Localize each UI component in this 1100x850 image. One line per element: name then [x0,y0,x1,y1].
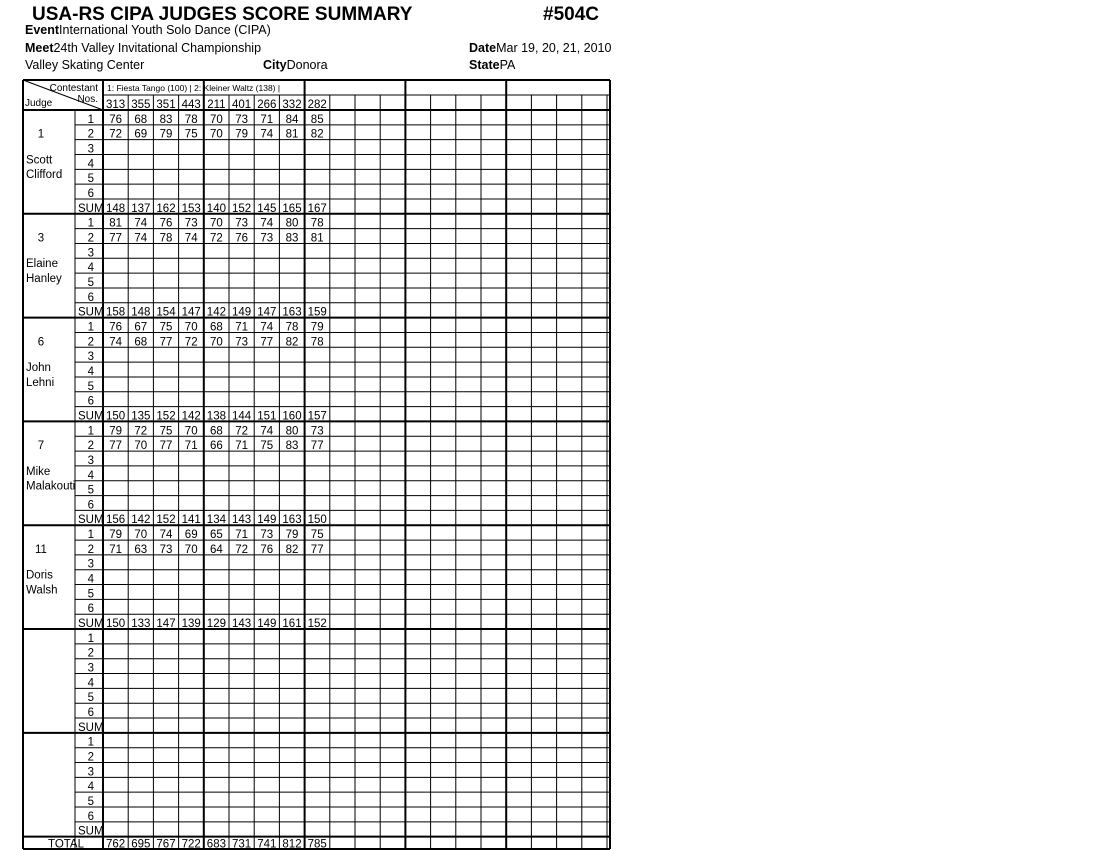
judge-number: 11 [35,543,47,556]
sum-label: SUM [78,202,104,215]
score-cell: 73 [159,543,173,556]
score-cell: 70 [184,543,198,556]
sum-cell: 156 [106,514,126,527]
score-cell: 78 [159,232,173,245]
sum-cell: 160 [282,410,302,423]
date-label: Date [469,41,497,55]
total-cell: 695 [131,838,151,850]
judge-number: 7 [37,440,45,453]
row-number: 4 [87,469,94,482]
city-value: Donora [286,58,328,72]
sum-cell: 161 [282,618,302,631]
sum-cell: 151 [257,410,277,423]
score-cell: 71 [109,543,122,556]
sum-cell: 152 [156,410,176,423]
sum-cell: 157 [307,410,327,423]
score-cell: 68 [134,113,148,126]
row-number: 6 [87,291,94,304]
sum-cell: 159 [307,306,327,319]
judge-name: Hanley [26,273,62,286]
row-number: 3 [87,662,94,675]
row-number: 3 [87,766,94,779]
city-label: City [263,58,287,72]
score-cell: 77 [159,336,173,349]
score-cell: 76 [159,217,173,230]
score-cell: 74 [134,232,148,245]
sum-cell: 142 [181,410,201,423]
contestant-number: 266 [257,99,277,111]
total-label: TOTAL [48,838,84,850]
score-cell: 74 [159,529,173,542]
score-cell: 76 [235,232,248,245]
score-cell: 79 [310,321,324,334]
row-number: 6 [87,707,94,720]
dances-list: 1: Fiesta Tango (100) | 2: Kleiner Waltz (138) | [107,83,281,93]
score-cell: 66 [210,440,223,453]
score-cell: 67 [134,321,148,334]
sum-cell: 163 [282,514,302,527]
score-cell: 79 [109,529,122,542]
total-cell: 812 [282,838,302,850]
total-cell: 762 [106,838,126,850]
sum-cell: 163 [282,306,302,319]
total-cell: 741 [257,838,277,850]
score-cell: 69 [184,529,198,542]
contestant-number: 355 [131,99,151,111]
score-cell: 79 [159,128,173,141]
score-cell: 70 [210,336,223,349]
judge-name: Walsh [26,584,58,597]
score-cell: 71 [235,440,248,453]
score-cell: 64 [210,543,223,556]
sum-cell: 162 [156,202,176,215]
sum-cell: 147 [181,306,201,319]
score-cell: 74 [260,321,274,334]
judge-name: Clifford [26,169,63,182]
row-number: 3 [87,558,94,571]
total-cell: 785 [307,838,327,850]
row-number: 5 [87,276,94,289]
contestant-number: 401 [232,99,252,111]
row-number: 5 [87,796,94,809]
nos-label: Nos. [77,94,98,105]
score-cell: 73 [310,425,324,438]
score-cell: 76 [109,113,122,126]
sum-cell: 152 [156,514,176,527]
row-number: 2 [87,336,94,349]
contestant-number: 211 [207,99,226,111]
sum-cell: 145 [257,202,277,215]
sum-cell: 150 [307,514,327,527]
state-value: PA [499,58,516,72]
contestant-number: 351 [156,99,176,111]
score-cell: 71 [260,113,274,126]
row-number: 5 [87,692,94,705]
sum-cell: 129 [206,618,226,631]
contestant-number: 282 [307,99,327,111]
sum-cell: 149 [232,306,252,319]
row-number: 5 [87,484,94,497]
score-cell: 73 [235,217,248,230]
score-cell: 70 [134,440,148,453]
sum-cell: 142 [206,306,226,319]
contestant-number: 443 [181,99,201,111]
row-number: 3 [87,143,94,156]
row-number: 2 [87,440,94,453]
score-cell: 80 [285,425,299,438]
sum-cell: 143 [232,618,252,631]
score-cell: 72 [134,425,148,438]
sum-cell: 133 [131,618,151,631]
sum-cell: 148 [106,202,126,215]
judge-name: Doris [26,569,53,582]
score-cell: 71 [235,529,248,542]
sum-label: SUM [78,306,104,319]
total-cell: 731 [232,838,252,850]
score-cell: 76 [260,543,274,556]
score-cell: 81 [285,128,299,141]
score-cell: 82 [310,128,324,141]
score-cell: 75 [184,128,198,141]
score-cell: 82 [285,336,299,349]
score-cell: 72 [235,425,248,438]
judge-name: Elaine [26,258,58,271]
sum-cell: 165 [282,202,302,215]
score-cell: 63 [134,543,148,556]
score-cell: 74 [260,217,274,230]
form-number: #504C [543,4,599,25]
sum-cell: 150 [106,618,126,631]
sum-cell: 148 [131,306,151,319]
score-cell: 78 [310,217,324,230]
judge-number: 6 [37,336,45,349]
page-title: USA-RS CIPA JUDGES SCORE SUMMARY [32,4,413,25]
score-cell: 70 [134,529,148,542]
row-number: 4 [87,677,94,690]
row-number: 1 [87,217,94,230]
row-number: 2 [87,543,94,556]
sum-cell: 143 [232,514,252,527]
score-cell: 75 [260,440,274,453]
row-number: 3 [87,351,94,364]
judge-label: Judge [25,98,53,109]
row-number: 4 [87,365,94,378]
row-number: 2 [87,232,94,245]
score-cell: 73 [184,217,198,230]
sum-cell: 149 [257,618,277,631]
venue: Valley Skating Center [25,58,145,72]
sum-label: SUM [78,721,104,734]
row-number: 4 [87,781,94,794]
score-cell: 71 [235,321,248,334]
score-cell: 74 [134,217,148,230]
score-cell: 68 [210,425,223,438]
score-cell: 77 [310,440,324,453]
total-cell: 683 [206,838,226,850]
sum-cell: 135 [131,410,151,423]
sum-cell: 158 [106,306,126,319]
sum-cell: 154 [156,306,176,319]
score-cell: 83 [285,440,299,453]
row-number: 6 [87,187,94,200]
judge-name: Malakouti [26,480,76,493]
sum-cell: 138 [206,410,226,423]
score-cell: 70 [210,113,223,126]
score-cell: 78 [285,321,299,334]
row-number: 1 [87,736,94,749]
row-number: 3 [87,247,94,260]
score-cell: 79 [285,529,299,542]
contestant-label: Contestant [49,83,98,94]
sum-cell: 153 [181,202,201,215]
sum-cell: 152 [307,618,327,631]
score-cell: 78 [184,113,198,126]
total-cell: 722 [181,838,201,850]
score-cell: 84 [285,113,299,126]
row-number: 1 [87,425,94,438]
score-cell: 83 [159,113,173,126]
event-label: Event [25,23,60,37]
sum-cell: 147 [257,306,277,319]
score-cell: 77 [109,440,122,453]
sum-cell: 152 [232,202,252,215]
score-cell: 65 [210,529,223,542]
row-number: 4 [87,262,94,275]
score-cell: 85 [310,113,324,126]
score-cell: 73 [235,113,248,126]
row-number: 5 [87,380,94,393]
row-number: 1 [87,321,94,334]
judge-number: 1 [37,128,45,141]
row-number: 3 [87,454,94,467]
sum-cell: 150 [106,410,126,423]
total-cell: 767 [156,838,176,850]
row-number: 2 [87,128,94,141]
row-number: 1 [87,529,94,542]
score-cell: 77 [109,232,122,245]
sum-label: SUM [78,410,104,423]
date-value: Mar 19, 20, 21, 2010 [496,41,612,55]
sum-cell: 149 [257,514,277,527]
sum-cell: 144 [232,410,252,423]
score-cell: 79 [235,128,248,141]
score-cell: 81 [109,217,122,230]
score-cell: 81 [310,232,324,245]
score-cell: 74 [260,128,274,141]
score-cell: 70 [210,128,223,141]
sum-cell: 139 [181,618,201,631]
row-number: 4 [87,573,94,586]
score-cell: 83 [285,232,299,245]
score-cell: 77 [310,543,324,556]
score-cell: 77 [260,336,274,349]
score-cell: 82 [285,543,299,556]
judge-name: Lehni [26,376,55,389]
score-cell: 72 [210,232,223,245]
score-cell: 72 [109,128,122,141]
sum-cell: 134 [206,514,226,527]
sum-cell: 147 [156,618,176,631]
judge-name: John [26,362,51,375]
sum-cell: 137 [131,202,151,215]
row-number: 1 [87,632,94,645]
sum-cell: 167 [307,202,327,215]
sum-label: SUM [78,618,104,631]
meet-value: 24th Valley Invitational Championship [53,41,262,55]
score-cell: 74 [260,425,274,438]
contestant-number: 332 [282,99,302,111]
score-cell: 70 [184,425,198,438]
sum-label: SUM [78,825,104,838]
score-cell: 76 [109,321,122,334]
score-cell: 80 [285,217,299,230]
row-number: 6 [87,395,94,408]
state-label: State [469,58,500,72]
row-number: 6 [87,603,94,616]
row-number: 2 [87,647,94,660]
score-cell: 77 [159,440,173,453]
score-cell: 75 [159,321,173,334]
contestant-number: 313 [106,99,126,111]
judge-name: Scott [26,154,53,167]
score-cell: 79 [109,425,122,438]
sum-cell: 141 [181,514,201,527]
judge-name: Mike [26,465,51,478]
row-number: 4 [87,158,94,171]
meet-label: Meet [25,41,54,55]
row-number: 6 [87,499,94,512]
score-cell: 68 [134,336,148,349]
score-cell: 75 [159,425,173,438]
score-cell: 68 [210,321,223,334]
sum-label: SUM [78,514,104,527]
score-cell: 73 [235,336,248,349]
row-number: 2 [87,751,94,764]
score-cell: 74 [109,336,122,349]
score-cell: 70 [210,217,223,230]
score-cell: 71 [184,440,198,453]
row-number: 1 [87,113,94,126]
score-cell: 72 [184,336,198,349]
judge-number: 3 [37,232,45,245]
score-cell: 72 [235,543,248,556]
row-number: 6 [87,810,94,823]
score-cell: 73 [260,232,274,245]
score-cell: 70 [184,321,198,334]
sum-cell: 142 [131,514,151,527]
score-cell: 73 [260,529,274,542]
event-value: International Youth Solo Dance (CIPA) [59,23,271,37]
score-cell: 78 [310,336,324,349]
score-cell: 75 [310,529,324,542]
row-number: 5 [87,173,94,186]
score-cell: 74 [184,232,198,245]
row-number: 5 [87,588,94,601]
score-cell: 69 [134,128,148,141]
sum-cell: 140 [206,202,226,215]
